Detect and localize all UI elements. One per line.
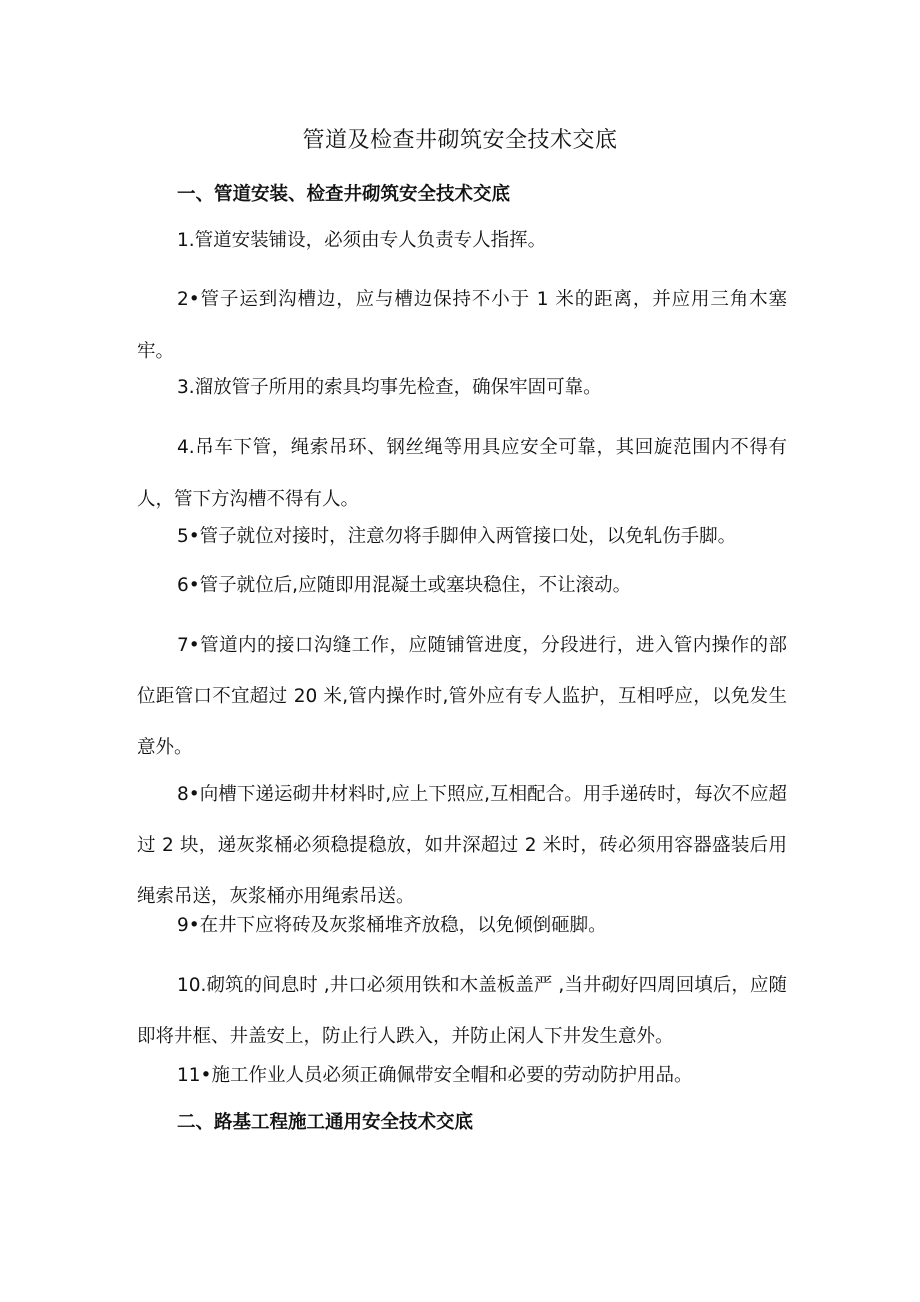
paragraph: 6•管子就位后,应随即用混凝土或塞块稳住，不让滚动。 [177,575,632,596]
paragraph: 1.管道安装铺设，必须由专人负责专人指挥。 [177,230,547,251]
item-6 [137,571,787,600]
paragraph: 11•施工作业人员必须正确佩带安全帽和必要的劳动防护用品。 [177,1065,693,1086]
item-1 [137,226,787,255]
item-7 [137,620,787,773]
item-9 [137,911,787,940]
document-title: 管道及检查井砌筑安全技术交底 [302,128,618,153]
section-1 [137,180,787,209]
section-1-heading: 一、管道安装、检查井砌筑安全技术交底 [177,184,511,205]
item-10 [137,960,787,1062]
paragraph: 7•管道内的接口沟缝工作，应随铺管进度，分段进行，进入管内操作的部位距管口不宜超过 20 米,管内操作时,管外应有专人监护，互相呼应，以免发生意外。 [137,635,787,758]
paragraph: 5•管子就位对接时，注意勿将手脚伸入两管接口处，以免轧伤手脚。 [177,526,737,547]
paragraph: 4.吊车下管，绳索吊环、钢丝绳等用具应安全可靠，其回旋范围内不得有人，管下方沟槽不得有人。 [137,437,787,510]
item-2 [137,274,787,378]
section-2-heading: 二、路基工程施工通用安全技术交底 [177,1112,474,1133]
paragraph: 9•在井下应将砖及灰浆桶堆齐放稳，以免倾倒砸脚。 [177,915,607,936]
item-3 [137,373,787,402]
item-4 [137,422,787,526]
paragraph: 3.溜放管子所用的索具均事先检查，确保牢固可靠。 [177,377,602,398]
paragraph: 10.砌筑的间息时 ,井口必须用铁和木盖板盖严 ,当井砌好四周回填后，应随即将井框、井盖安上，防止行人跌入，并防止闲人下井发生意外。 [137,975,787,1047]
paragraph: 8•向槽下递运砌井材料时,应上下照应,互相配合。用手递砖时，每次不应超过 2 块，递灰浆桶必须稳提稳放，如井深超过 2 米时，砖必须用容器盛装后用绳索吊送，灰浆桶亦用绳索吊送。 [137,784,787,907]
item-11 [137,1061,787,1090]
item-5 [137,522,787,551]
item-8 [137,769,787,922]
section-2 [137,1108,787,1137]
paragraph: 2•管子运到沟槽边，应与槽边保持不小于 1 米的距离，并应用三角木塞牢。 [137,289,787,362]
